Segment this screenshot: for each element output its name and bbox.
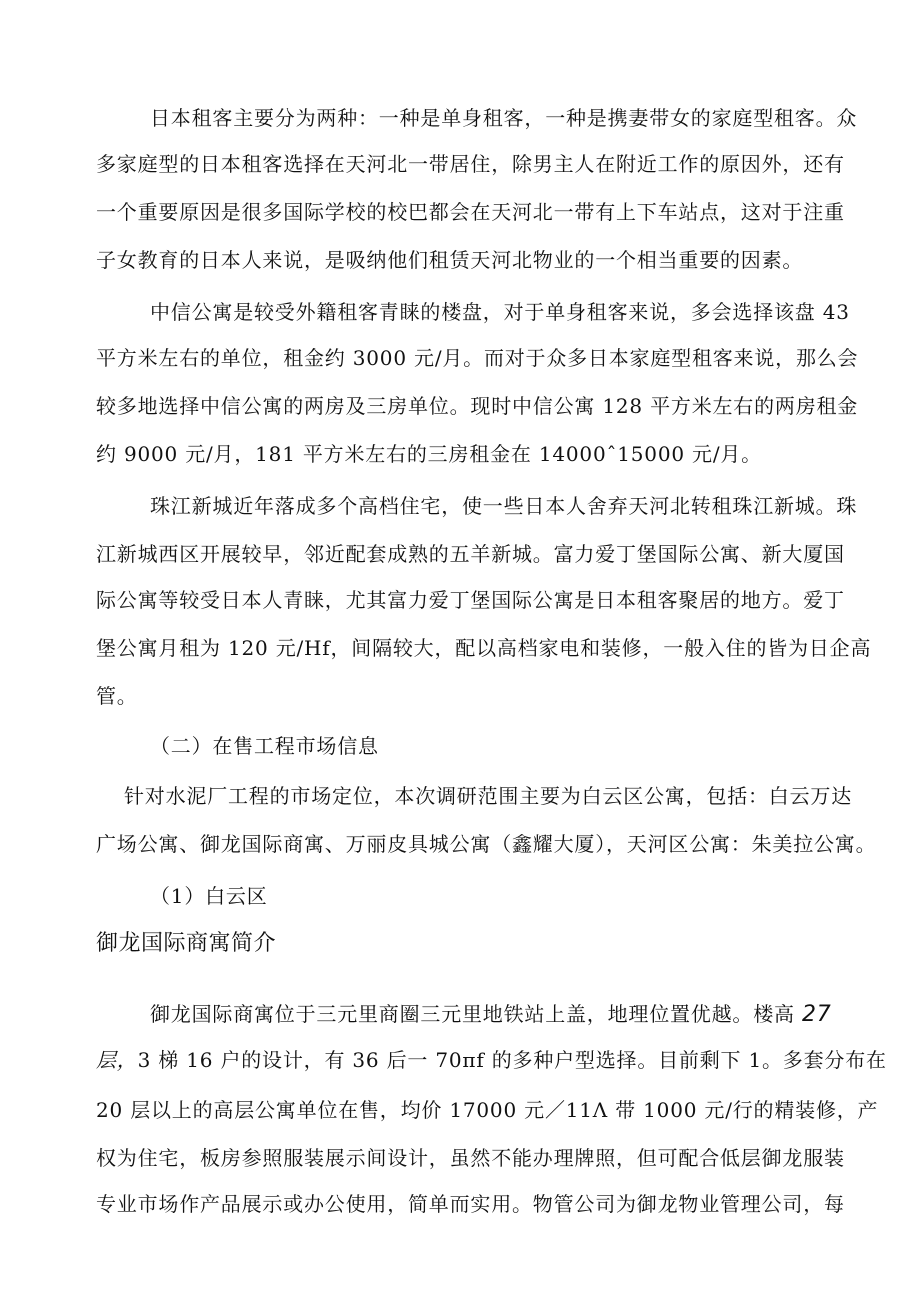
paragraph-line bbox=[150, 1000, 832, 1029]
text-segment: 层， bbox=[96, 1048, 138, 1072]
paragraph-line: 管。 bbox=[96, 684, 138, 708]
paragraph-line: 较多地选择中信公寓的两房及三房单位。现时中信公寓 128 平方米左右的两房租金 bbox=[96, 394, 859, 418]
section-heading-on-sale: （二）在售工程市场信息 bbox=[150, 734, 379, 758]
paragraph-line: 针对水泥厂工程的市场定位，本次调研范围主要为白云区公寓，包括：白云万达 bbox=[124, 784, 852, 808]
paragraph-line: 平方米左右的单位，租金约 3000 元/月。而对于众多日本家庭型租客来说，那么会 bbox=[96, 346, 859, 370]
paragraph-line: 际公寓等较受日本人青睐，尤其富力爱丁堡国际公寓是日本租客聚居的地方。爱丁 bbox=[96, 588, 845, 612]
paragraph-line: 20 层以上的高层公寓单位在售，均价 17000 元／11Λ 带 1000 元/行的精装修，产 bbox=[96, 1098, 879, 1122]
paragraph-line: 专业市场作产品展示或办公使用，简单而实用。物管公司为御龙物业管理公司，每 bbox=[96, 1192, 845, 1216]
section-heading-yulong-intro: 御龙国际商寓简介 bbox=[96, 931, 277, 956]
paragraph-line: 子女教育的日本人来说，是吸纳他们租赁天河北物业的一个相当重要的因素。 bbox=[96, 248, 804, 272]
text-segment: 3 梯 16 户的设计，有 36 后一 70πf 的多种户型选择。目前剩下 1。多套分布在 bbox=[137, 1048, 887, 1072]
paragraph-line: 中信公寓是较受外籍租客青睐的楼盘，对于单身租客来说，多会选择该盘 43 bbox=[150, 300, 850, 324]
paragraph-line: 堡公寓月租为 120 元/Hf，间隔较大，配以高档家电和装修，一般入住的皆为日企高 bbox=[96, 636, 872, 660]
paragraph-line: 约 9000 元/月，181 平方米左右的三房租金在 14000ˆ15000 元/月。 bbox=[96, 442, 762, 466]
text-segment: 御龙国际商寓位于三元里商圈三元里地铁站上盖，地理位置优越。楼高 bbox=[150, 1002, 802, 1026]
floor-count: 27 bbox=[801, 1002, 832, 1027]
paragraph-line: 珠江新城近年落成多个高档住宅，使一些日本人舍弃天河北转租珠江新城。珠 bbox=[150, 494, 858, 518]
section-heading-baiyun: （1）白云区 bbox=[150, 884, 268, 908]
paragraph-line: 多家庭型的日本租客选择在天河北一带居住，除男主人在附近工作的原因外，还有 bbox=[96, 152, 845, 176]
paragraph-line: 权为住宅，板房参照服装展示间设计，虽然不能办理牌照，但可配合低层御龙服装 bbox=[96, 1146, 845, 1170]
paragraph-line: 日本租客主要分为两种：一种是单身租客，一种是携妻带女的家庭型租客。众 bbox=[150, 106, 858, 130]
paragraph-line: 广场公寓、御龙国际商寓、万丽皮具城公寓（鑫耀大厦），天河区公寓：朱美拉公寓。 bbox=[96, 832, 877, 856]
paragraph-line: 一个重要原因是很多国际学校的校巴都会在天河北一带有上下车站点，这对于注重 bbox=[96, 200, 845, 224]
paragraph-line: 江新城西区开展较早，邻近配套成熟的五羊新城。富力爱丁堡国际公寓、新大厦国 bbox=[96, 542, 845, 566]
paragraph-line bbox=[96, 1046, 887, 1074]
